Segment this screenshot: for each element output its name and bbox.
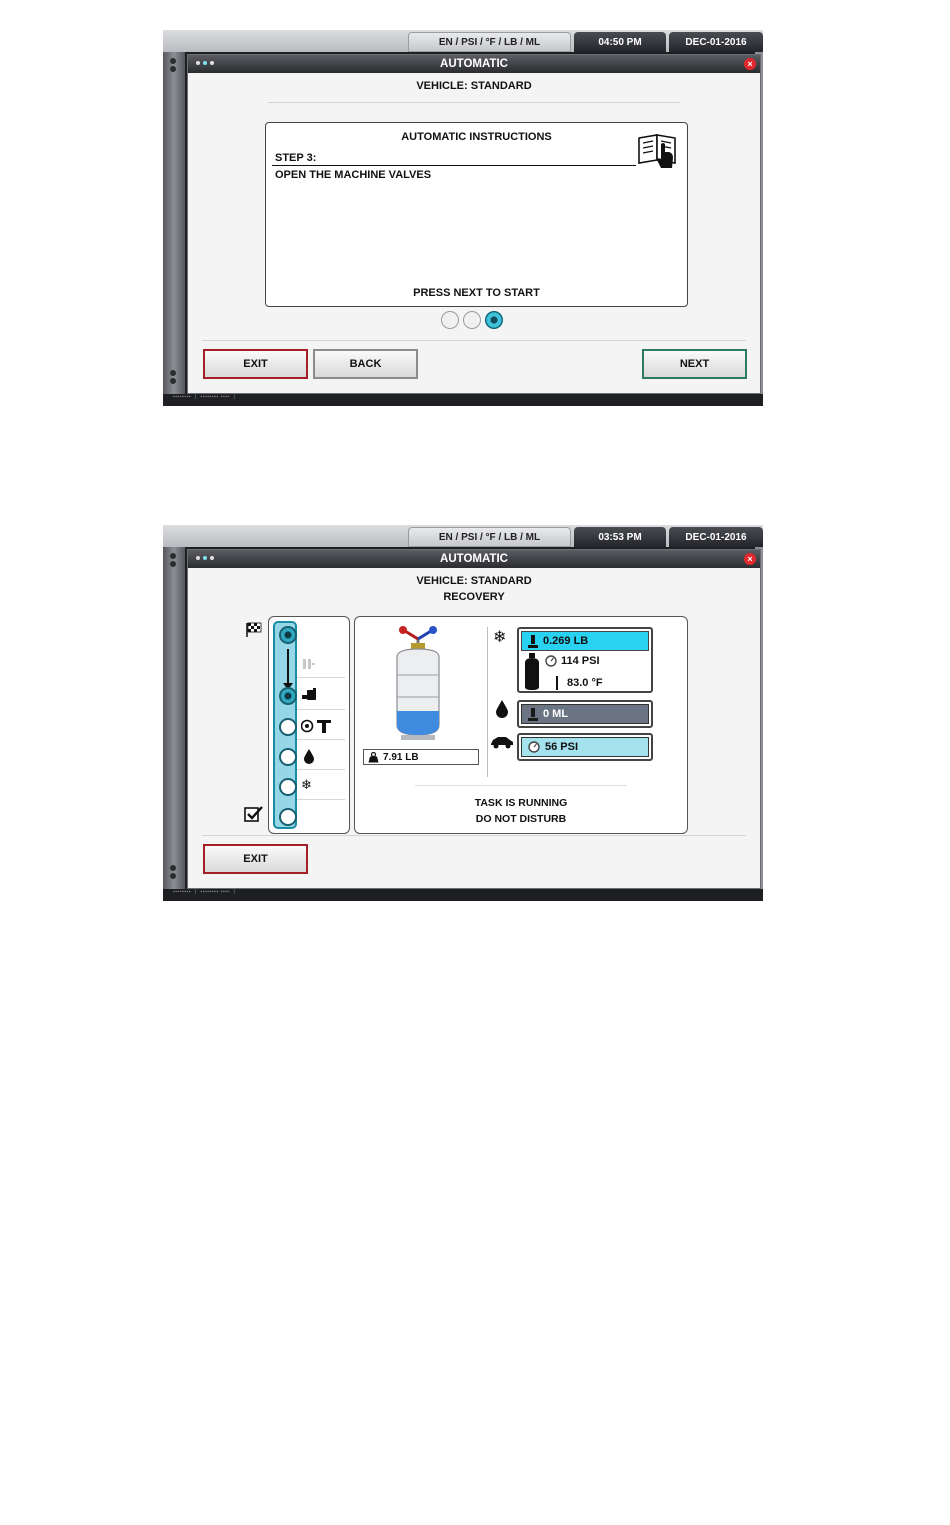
window-dot (203, 61, 207, 65)
vehicle-label: VEHICLE: STANDARD (416, 80, 532, 92)
step-label: STEP 3: (275, 152, 317, 164)
window-dot (210, 61, 214, 65)
oil-drop-icon (495, 699, 509, 719)
divider (202, 835, 746, 836)
status-bar (163, 30, 763, 52)
vehicle-label: VEHICLE: STANDARD (416, 575, 532, 587)
charge-icon (528, 635, 538, 648)
refrigerant-snowflake-icon: ❄ (493, 629, 507, 646)
step-node (279, 718, 297, 736)
exit-button[interactable]: EXIT (203, 349, 308, 379)
rail-dot (170, 873, 176, 879)
close-icon[interactable]: × (744, 58, 756, 70)
vehicle-pressure-value: 56 PSI (545, 741, 579, 753)
row-divider (297, 709, 345, 710)
row-divider (297, 769, 345, 770)
process-step-track (268, 616, 350, 834)
refrigerant-amount-value: 0.269 LB (543, 635, 589, 647)
rail-dot (170, 561, 176, 567)
step-indicator (441, 311, 503, 329)
oil-readout (517, 700, 653, 728)
instructions-panel (265, 122, 688, 307)
window-title: AUTOMATIC (440, 553, 508, 565)
task-status-line2: DO NOT DISTURB (475, 813, 567, 825)
window-title: AUTOMATIC (440, 58, 508, 70)
rail-dot (170, 58, 176, 64)
page-dot (463, 311, 481, 329)
tank-weight-field (363, 749, 479, 765)
recovery-screen (163, 525, 763, 901)
oil-amount-field (521, 704, 649, 724)
refrigerant-pressure-value: 114 PSI (561, 655, 600, 667)
gas-cylinder-icon (523, 653, 541, 691)
page-dot (441, 311, 459, 329)
page-dot-active (485, 311, 503, 329)
panel-divider (487, 627, 488, 777)
next-button[interactable]: NEXT (642, 349, 747, 379)
row-divider (297, 739, 345, 740)
divider (415, 785, 627, 786)
finish-check-icon (244, 805, 264, 823)
window-dot (196, 61, 200, 65)
rail-dot (170, 865, 176, 871)
recovery-status-panel (354, 616, 688, 834)
step-node-completed (279, 626, 297, 644)
press-next-prompt: PRESS NEXT TO START (413, 287, 540, 299)
refrigerant-snowflake-icon: ❄ (301, 777, 312, 792)
rail-dot (170, 378, 176, 384)
vacuum-pump-icon (301, 717, 335, 735)
refrigerant-tank-icon (383, 625, 453, 743)
step-node (279, 748, 297, 766)
rail-dot (170, 553, 176, 559)
window-dots (196, 556, 214, 560)
tank-weight-value: 7.91 LB (383, 751, 419, 763)
back-button[interactable]: BACK (313, 349, 418, 379)
window-dot (196, 556, 200, 560)
refrigerant-temperature-value: 83.0 °F (567, 677, 603, 689)
injection-icon (528, 708, 538, 721)
progress-arrow (287, 649, 289, 687)
vehicle-car-icon (490, 735, 514, 749)
step-underline (272, 165, 636, 166)
start-flag-icon (245, 622, 263, 638)
date-display: DEC-01-2016 (669, 32, 763, 52)
step-node (279, 778, 297, 796)
left-rail (163, 547, 185, 889)
pressure-gauge-icon (545, 655, 557, 667)
footer-bar: ▪▪▪▪▪▪▪▪ | ▪▪▪▪▪▪▪▪ ▪▪▪▪ | (173, 394, 236, 400)
step-node-current (279, 687, 297, 705)
units-selector[interactable]: EN / PSI / °F / LB / ML (408, 527, 571, 547)
divider (268, 102, 680, 103)
automatic-window (187, 54, 761, 394)
title-bar (188, 55, 760, 73)
oil-amount-value: 0 ML (543, 708, 569, 720)
vehicle-pressure-field (521, 737, 649, 757)
phase-label: RECOVERY (443, 591, 505, 603)
row-divider (297, 799, 345, 800)
clock: 03:53 PM (574, 527, 666, 547)
progress-rail (273, 621, 297, 829)
refrigerant-temperature-row (555, 676, 603, 690)
vehicle-pressure-readout (517, 733, 653, 761)
close-icon[interactable]: × (744, 553, 756, 565)
recovery-machine-icon (301, 688, 319, 702)
window-dots (196, 61, 214, 65)
window-dot (203, 556, 207, 560)
step-text: OPEN THE MACHINE VALVES (275, 169, 432, 181)
footer-bar: ▪▪▪▪▪▪▪▪ | ▪▪▪▪▪▪▪▪ ▪▪▪▪ | (173, 889, 236, 895)
divider (202, 340, 746, 341)
row-divider (297, 677, 345, 678)
task-status (355, 795, 687, 827)
status-bar (163, 525, 763, 547)
refrigerant-pressure-row (545, 655, 600, 667)
left-rail (163, 52, 185, 394)
date-display: DEC-01-2016 (669, 527, 763, 547)
step-node (279, 808, 297, 826)
task-status-line1: TASK IS RUNNING (474, 797, 568, 809)
refrigerant-readout (517, 627, 653, 693)
rail-dot (170, 370, 176, 376)
units-selector[interactable]: EN / PSI / °F / LB / ML (408, 32, 571, 52)
manual-book-icon (637, 130, 679, 170)
oil-drop-icon (303, 748, 315, 764)
clock: 04:50 PM (574, 32, 666, 52)
automatic-window (187, 549, 761, 889)
refrigerant-amount-field (521, 631, 649, 651)
exit-button[interactable]: EXIT (203, 844, 308, 874)
instructions-title: AUTOMATIC INSTRUCTIONS (401, 131, 552, 143)
pressure-gauge-icon (528, 741, 540, 753)
window-dot (210, 556, 214, 560)
title-bar (188, 550, 760, 568)
rail-dot (170, 66, 176, 72)
thermometer-icon (555, 676, 559, 690)
valve-setup-icon (301, 657, 317, 671)
scale-weight-icon (368, 752, 379, 763)
instructions-screen (163, 30, 763, 406)
